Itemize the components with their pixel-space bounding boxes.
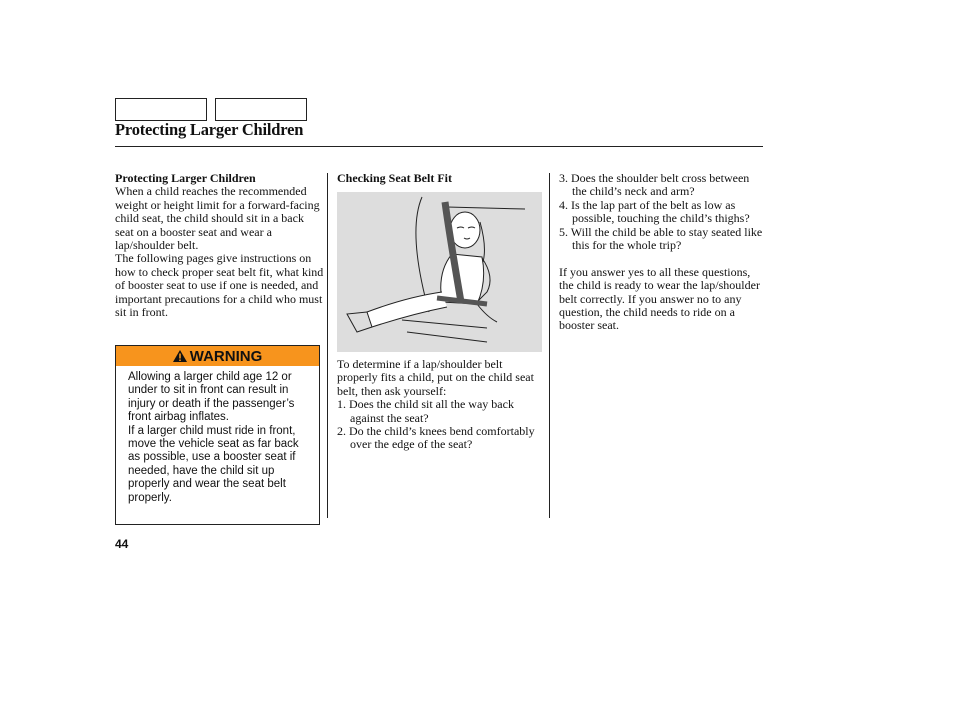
column-2-text (337, 358, 543, 452)
warning-paragraph-1: Allowing a larger child age 12 or under to sit in front can result in injury or death if the passenger’s front airbag inflates. (128, 371, 295, 424)
column-1 (115, 172, 325, 319)
column-divider-1 (327, 173, 328, 518)
warning-triangle-icon (173, 350, 187, 362)
column-divider-2 (549, 173, 550, 518)
column-2 (337, 172, 543, 185)
section-heading-seat-belt-fit: Checking Seat Belt Fit (337, 171, 452, 185)
warning-paragraph-2: If a larger child must ride in front, move the vehicle seat as far back as possible, use a booster seat if needed, have the child sit up properly and wear the seat belt properly. (128, 424, 299, 504)
section-heading: Protecting Larger Children (115, 171, 256, 185)
child-seat-belt-illustration (337, 192, 542, 352)
warning-body (116, 366, 319, 505)
question-1: 1. Does the child sit all the way back against the seat? (337, 397, 514, 425)
header-rule (115, 146, 763, 147)
child-seated-belt-image (337, 192, 542, 352)
warning-header (116, 346, 319, 366)
column-3 (559, 172, 764, 333)
fit-intro-paragraph: To determine if a lap/shoulder belt properly fits a child, put on the child seat belt, then ask yourself: (337, 357, 534, 398)
warning-box (115, 345, 320, 525)
header-tab-box-1 (115, 98, 207, 121)
intro-paragraph: When a child reaches the recommended weight or height limit for a forward-facing child seat, the child should sit in a back seat on a booster seat and wear a lap/shoulder belt. (115, 184, 320, 253)
instructions-paragraph: The following pages give instructions on how to check proper seat belt fit, what kind of booster seat to use if one is needed, and important precautions for a child who must sit in front. (115, 251, 324, 320)
page-title: Protecting Larger Children (115, 120, 304, 139)
question-5: 5. Will the child be able to stay seated like this for the whole trip? (559, 224, 763, 253)
question-4: 4. Is the lap part of the belt as low as possible, touching the child’s thighs? (559, 197, 750, 226)
question-2: 2. Do the child’s knees bend comfortably over the edge of the seat? (337, 424, 535, 452)
warning-label: WARNING (189, 347, 263, 365)
summary-paragraph: If you answer yes to all these questions, the child is ready to wear the lap/shoulder belt correctly. If you answer no to any question, the child needs to ride on a booster seat. (559, 264, 760, 333)
page-number: 44 (115, 537, 129, 551)
question-3: 3. Does the shoulder belt cross between the child’s neck and arm? (559, 171, 750, 199)
header-tab-box-2 (215, 98, 307, 121)
